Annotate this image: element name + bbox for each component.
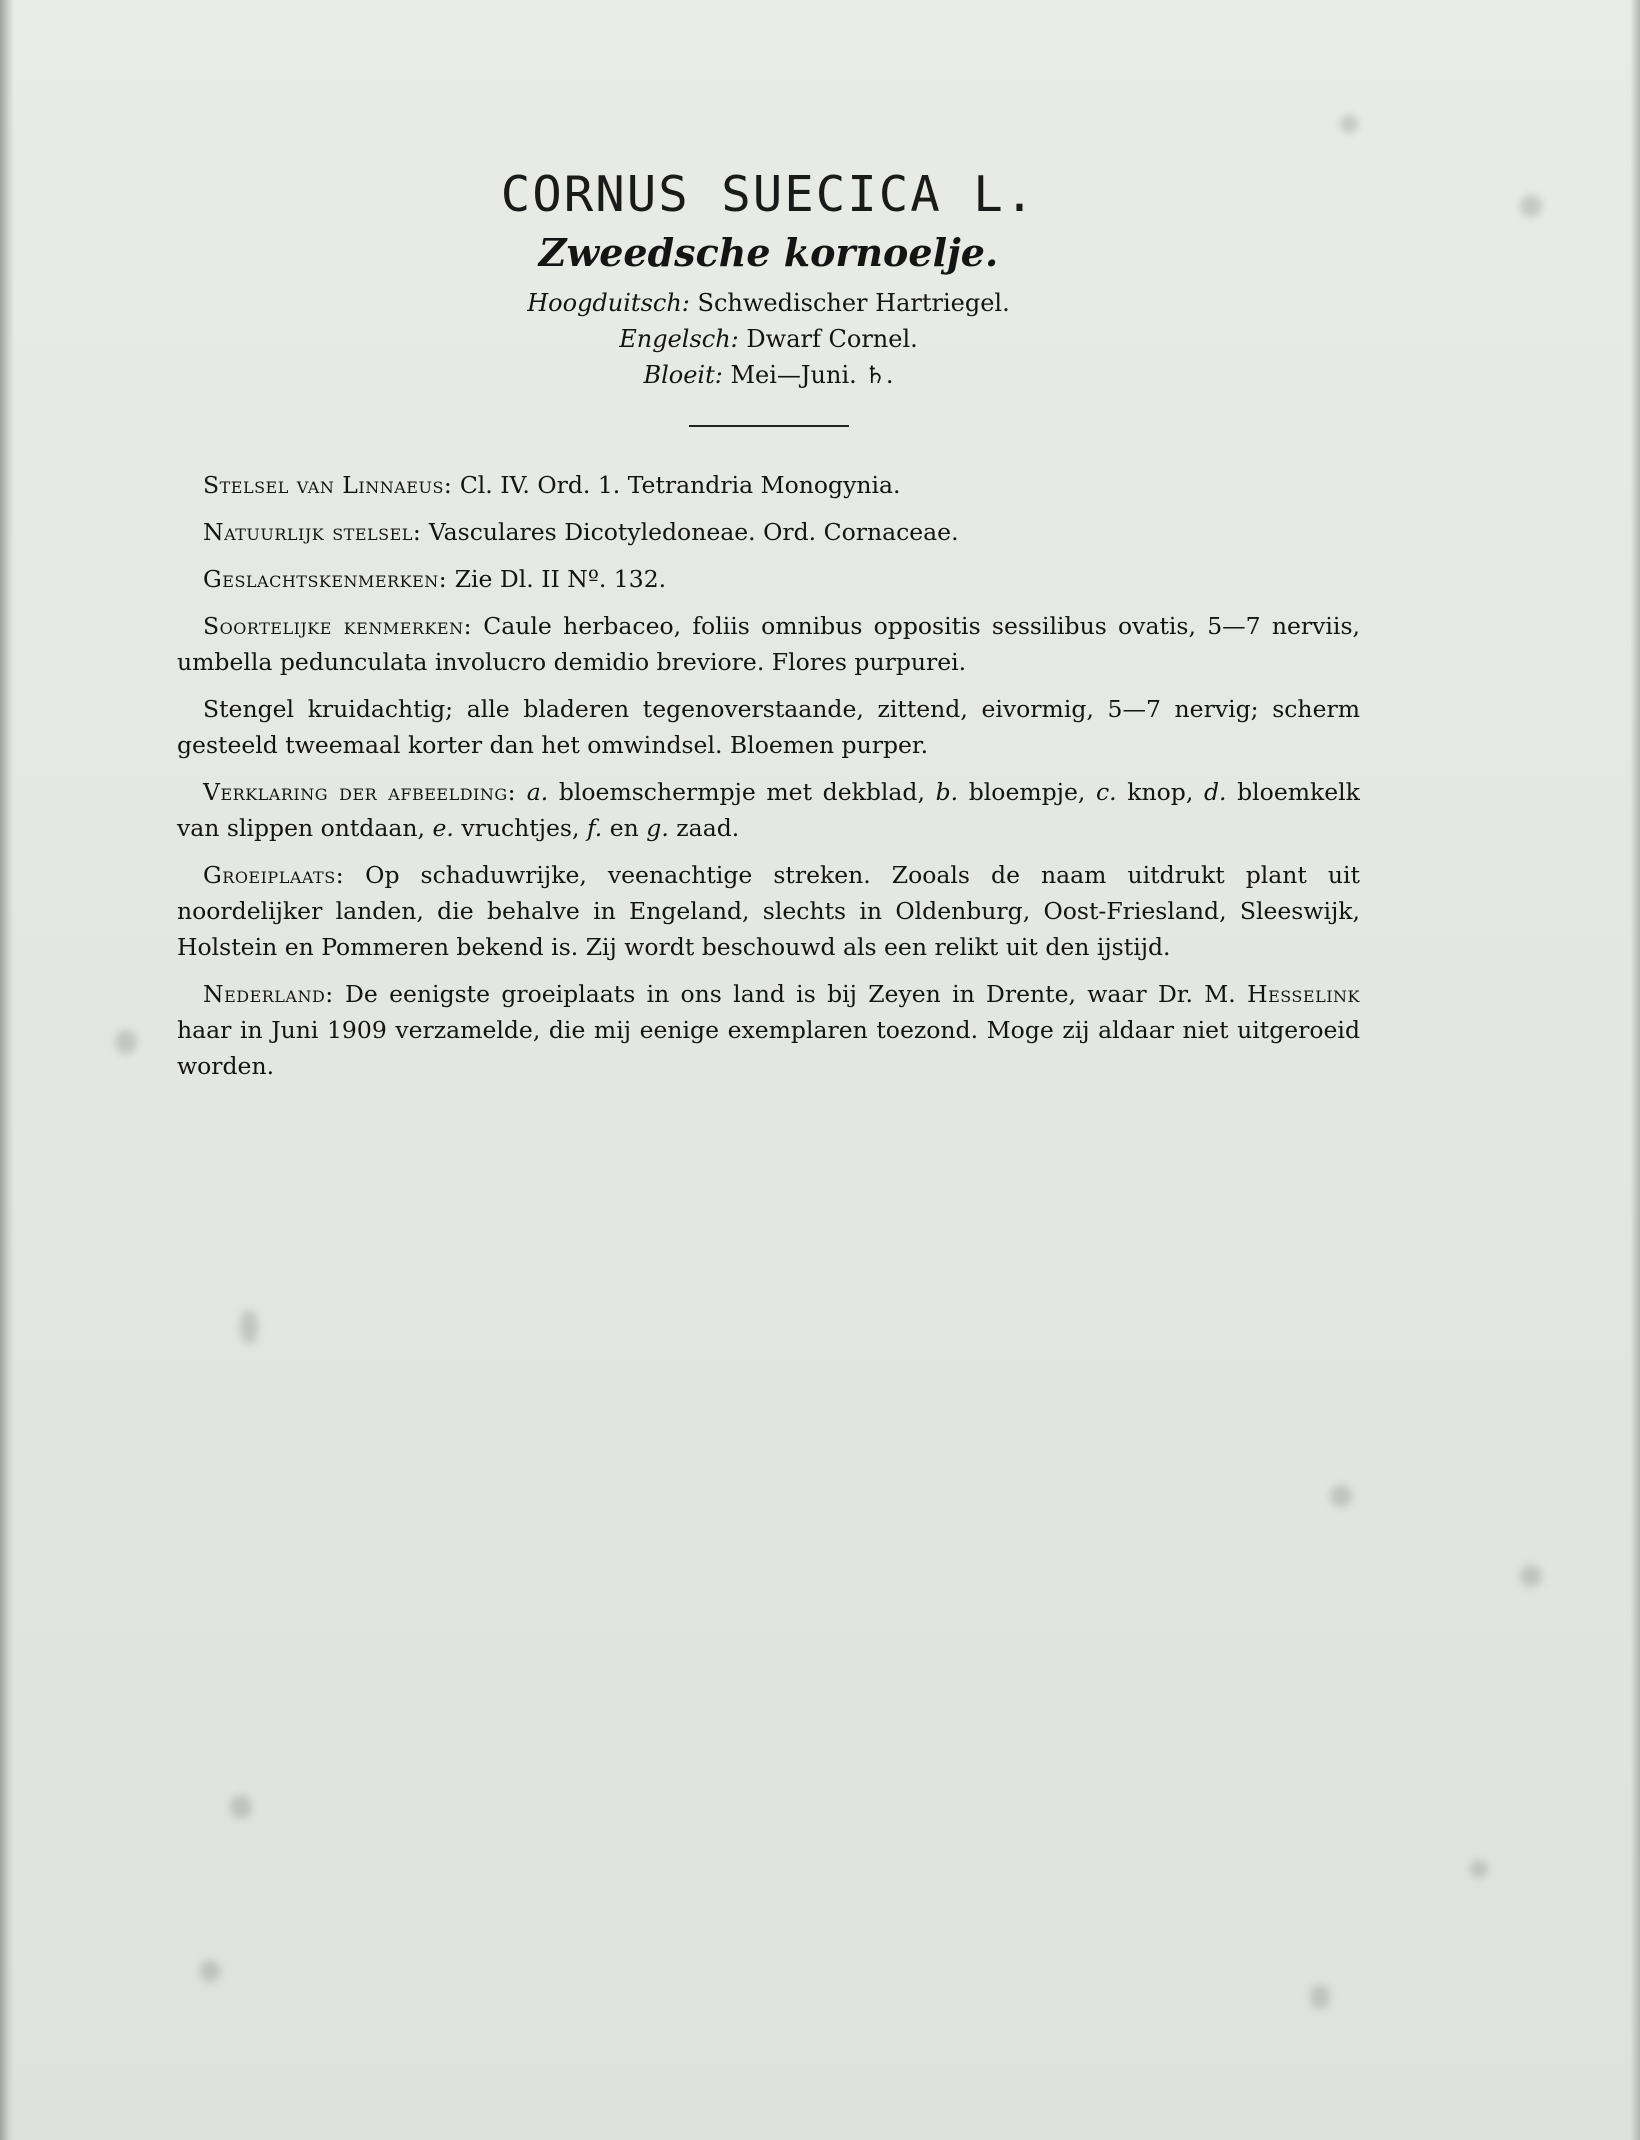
linnaeus-system-text: Cl. IV. Ord. 1. Tetrandria Monogynia. xyxy=(459,471,901,499)
species-characters-text: Caule herbaceo, foliis omnibus oppositis sessilibus ovatis, 5—7 nerviis, umbella pedunculata involucro demidio breviore. Flores purpurei. xyxy=(177,612,1360,676)
paper-spot xyxy=(1520,1565,1542,1587)
figure-key-b: b. xyxy=(935,778,959,806)
genus-characters-label: Geslachtskenmerken: xyxy=(203,565,448,593)
paper-spot xyxy=(115,1030,137,1054)
collector-name: Hesselink xyxy=(1247,980,1360,1008)
species-characters-label: Soortelijke kenmerken: xyxy=(203,612,472,640)
figure-key-d: d. xyxy=(1203,778,1227,806)
page-subtitle: Zweedsche kornoelje. xyxy=(538,230,999,275)
netherlands-text-1: De eenigste groeiplaats in ons land is bij Zeyen in Drente, waar Dr. M. xyxy=(345,980,1236,1008)
figure-text-d: bloemkelk van slippen ontdaan, xyxy=(177,778,1360,842)
stem-description-entry xyxy=(177,691,1360,763)
figure-text-a: bloemschermpje met dekblad, xyxy=(558,778,925,806)
page-content xyxy=(177,165,1360,1095)
figure-key-e: e. xyxy=(432,814,454,842)
habitat-label: Groeiplaats: xyxy=(203,861,345,889)
figure-text-b: bloempje, xyxy=(968,778,1086,806)
page-edge-right xyxy=(1630,0,1640,2140)
paper-spot xyxy=(1520,195,1542,217)
habitat-entry xyxy=(177,857,1360,965)
english-name-value: Dwarf Cornel. xyxy=(746,325,918,353)
figure-key-c: c. xyxy=(1095,778,1117,806)
german-name-label: Hoogduitsch: xyxy=(527,289,690,317)
figure-text-f: en xyxy=(609,814,639,842)
english-name-label: Engelsch: xyxy=(619,325,739,353)
paper-spot xyxy=(230,1795,252,1819)
paper-spot xyxy=(200,1960,220,1982)
german-name-value: Schwedischer Hartriegel. xyxy=(697,289,1010,317)
figure-key-f: f. xyxy=(586,814,603,842)
paper-spot xyxy=(1310,1985,1330,2009)
natural-system-label: Natuurlijk stelsel: xyxy=(203,518,422,546)
bloom-line xyxy=(177,357,1360,393)
bloom-label: Bloeit: xyxy=(643,361,723,389)
figure-text-c: knop, xyxy=(1127,778,1194,806)
habitat-text: Op schaduwrijke, veenachtige streken. Zooals de naam uitdrukt plant uit noordelijker landen, die behalve in Engeland, slechts in Oldenburg, Oost-Friesland, Sleeswijk, Holstein en Pommeren bekend is. Zij wordt beschouwd als een relikt uit den ijstijd. xyxy=(177,861,1360,961)
genus-characters-text: Zie Dl. II Nº. 132. xyxy=(454,565,667,593)
netherlands-label: Nederland: xyxy=(203,980,334,1008)
page-edge-left xyxy=(0,0,14,2140)
figure-explanation-label: Verklaring der afbeelding: xyxy=(203,778,517,806)
german-name-line xyxy=(177,285,1360,321)
genus-characters-entry xyxy=(177,561,1360,597)
natural-system-text: Vasculares Dicotyledoneae. Ord. Cornaceae. xyxy=(428,518,959,546)
netherlands-entry xyxy=(177,976,1360,1084)
paper-spot xyxy=(1340,115,1358,133)
figure-text-g: zaad. xyxy=(676,814,740,842)
netherlands-text-2: haar in Juni 1909 verzamelde, die mij eenige exemplaren toezond. Moge zij aldaar niet uitgeroeid worden. xyxy=(177,1016,1360,1080)
common-names xyxy=(177,285,1360,393)
english-name-line xyxy=(177,321,1360,357)
figure-key-g: g. xyxy=(646,814,669,842)
bloom-value: Mei—Juni. ♄. xyxy=(730,361,894,389)
divider-rule xyxy=(689,425,849,427)
paper-spot xyxy=(1470,1860,1488,1878)
species-characters-entry xyxy=(177,608,1360,680)
figure-explanation-entry xyxy=(177,774,1360,846)
figure-text-e: vruchtjes, xyxy=(461,814,580,842)
page-title: CORNUS SUECICA L. xyxy=(500,166,1037,223)
paper-spot xyxy=(1330,1485,1352,1507)
linnaeus-system-entry xyxy=(177,467,1360,503)
figure-key-a: a. xyxy=(526,778,549,806)
stem-description-text: Stengel kruidachtig; alle bladeren tegenoverstaande, zittend, eivormig, 5—7 nervig; scherm gesteeld tweemaal korter dan het omwindsel. Bloemen purper. xyxy=(177,695,1360,759)
natural-system-entry xyxy=(177,514,1360,550)
paper-spot xyxy=(240,1310,258,1344)
linnaeus-system-label: Stelsel van Linnaeus: xyxy=(203,471,453,499)
